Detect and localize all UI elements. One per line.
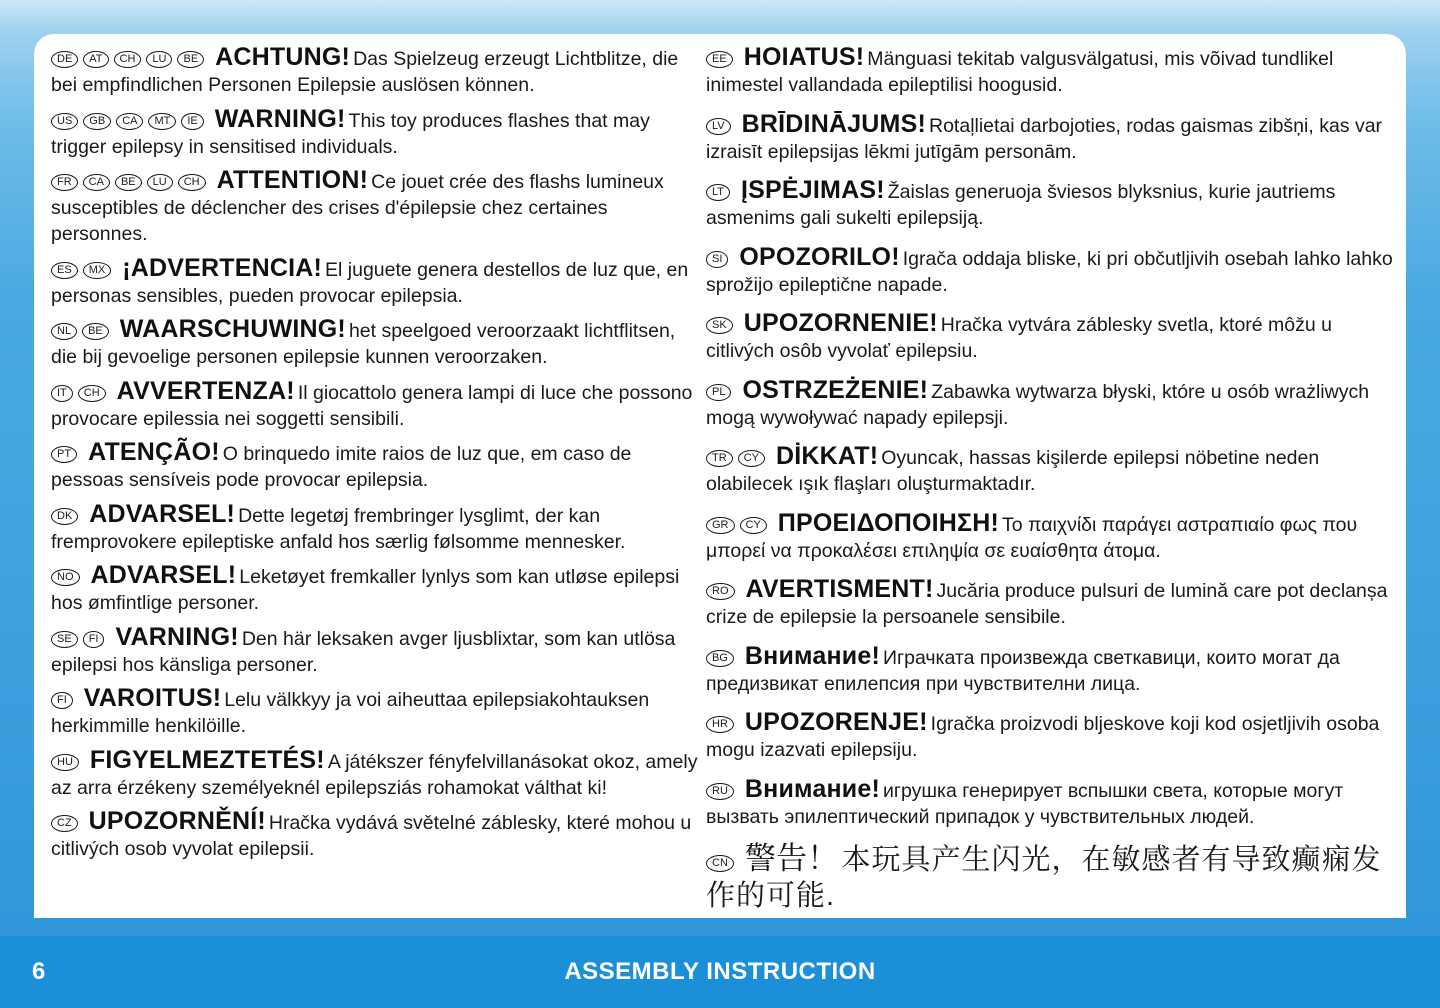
- left-column: [51, 44, 701, 870]
- country-code-badge: LV: [706, 118, 731, 135]
- warning-entry: [51, 316, 701, 370]
- warning-text: This toy produces flashes that may trigger epilepsy in sensitised individuals.: [51, 109, 650, 158]
- country-code-badge: SI: [706, 251, 728, 268]
- warning-entry: [706, 310, 1396, 364]
- warning-entry: [51, 44, 701, 98]
- warning-text: Das Spielzeug erzeugt Lichtblitze, die bei empfindlichen Personen Epilepsie auslösen können.: [51, 48, 679, 96]
- warning-heading: BRĪDINĀJUMS!: [741, 109, 926, 138]
- warning-entry: [51, 562, 701, 616]
- country-code-badge: NO: [51, 569, 80, 586]
- warning-heading: OSTRZEŻENIE!: [742, 375, 929, 404]
- country-code-badge: PL: [706, 384, 731, 401]
- footer-title: ASSEMBLY INSTRUCTION: [564, 958, 876, 985]
- warning-heading: ĮSPĖJIMAS!: [741, 176, 885, 204]
- country-code-badge: ES: [51, 262, 78, 279]
- country-code-badge: BE: [177, 51, 204, 68]
- warning-entry: [706, 510, 1396, 564]
- warning-heading: ACHTUNG!: [215, 43, 351, 71]
- warning-text: Mänguasi tekitab valgusvälgatusi, mis võivad tundlikel inimestel vallandada epileptilisi hoogusid.: [706, 48, 1334, 96]
- warning-entry: [706, 377, 1396, 431]
- country-code-badge: HR: [706, 716, 734, 733]
- country-code-badge: LT: [706, 184, 730, 201]
- country-code-badge: SE: [51, 631, 78, 648]
- country-code-badge: CH: [78, 385, 106, 402]
- warning-text: Zabawka wytwarza błyski, które u osób wrażliwych mogą wywoływać napady epilepsji.: [706, 380, 1370, 429]
- warning-heading: VARNING!: [115, 622, 239, 651]
- warning-text: Jucăria produce pulsuri de lumină care pot declanșa crize de epilepsie la persoanele sensibile.: [706, 580, 1388, 628]
- warning-entry: [706, 576, 1396, 630]
- warning-card: [34, 34, 1406, 918]
- warning-text: Rotaļlietai darbojoties, rodas gaismas zibšņi, kas var izraisīt epilepsijas lēkmi jutīgām personām.: [706, 114, 1383, 163]
- warning-heading: ADVARSEL!: [90, 561, 237, 589]
- warning-text: Играчката произвежда светкавици, които могат да предизвикат епилепсия при чувствителни лица.: [706, 646, 1340, 695]
- country-code-badge: RO: [706, 583, 735, 600]
- warning-entry: [706, 443, 1396, 497]
- warning-heading: AVVERTENZA!: [116, 376, 295, 405]
- warning-text: O brinquedo imite raios de luz que, em caso de pessoas sensíveis pode provocar epilepsia.: [51, 443, 632, 491]
- warning-entry: [51, 685, 701, 739]
- warning-text: Il giocattolo genera lampi di luce che possono provocare epilessia nei soggetti sensibili.: [51, 381, 693, 430]
- warning-entry: [706, 776, 1396, 830]
- warning-text: Igračka proizvodi bljeskove koji kod osjetljivih osoba mogu izazvati epilepsiju.: [706, 713, 1380, 761]
- country-code-badge: MT: [148, 113, 176, 130]
- country-code-badge: AT: [83, 51, 108, 68]
- warning-text: Leketøyet fremkaller lynlys som kan utløse epilepsi hos ømfintlige personer.: [51, 566, 680, 614]
- warning-heading: VAROITUS!: [83, 684, 222, 712]
- country-code-badge: MX: [83, 262, 112, 279]
- country-code-badge: CH: [114, 51, 142, 68]
- warning-text: Hračka vytvára záblesky svetla, ktoré môžu u citlivých osôb vyvolať epilepsiu.: [706, 314, 1332, 362]
- right-column: [706, 44, 1396, 927]
- warning-heading: ¡ADVERTENCIA!: [122, 253, 323, 282]
- warning-entry: [51, 255, 701, 309]
- warning-entry: [51, 439, 701, 493]
- warning-entry: [51, 501, 701, 555]
- country-code-badge: FR: [51, 174, 78, 191]
- warning-text: El juguete genera destellos de luz que, en personas sensibles, pueden provocar epilepsia.: [51, 258, 689, 307]
- warning-text: Žaislas generuoja šviesos blyksnius, kurie jautriems asmenims gali sukelti epilepsiją.: [706, 181, 1336, 229]
- warning-heading: 警告！: [744, 841, 839, 876]
- warning-entry: [706, 177, 1396, 231]
- warning-heading: Внимание!: [744, 774, 880, 803]
- country-code-badge: EE: [706, 51, 733, 68]
- country-code-badge: HU: [51, 754, 79, 771]
- warning-text: Το παιχνίδι παράγει αστραπιαίο φως που μπορεί να προκαλέσει επιληψία σε ευαίσθητα άτομα.: [706, 513, 1358, 562]
- country-code-badge: SK: [706, 317, 733, 334]
- warning-heading: UPOZORNENIE!: [743, 309, 938, 337]
- country-code-badge: BE: [82, 323, 109, 340]
- warning-text: Igrača oddaja bliske, ki pri občutljivih osebah lahko lahko sprožijo epileptične napade.: [706, 247, 1393, 296]
- country-code-badge: RU: [706, 783, 734, 800]
- country-code-badge: IE: [181, 113, 203, 130]
- warning-text: 本玩具产生闪光，在敏感者有导致癫痫发作的可能.: [706, 844, 1382, 912]
- country-code-badge: CZ: [51, 815, 78, 832]
- warning-entry: [706, 111, 1396, 165]
- warning-text: het speelgoed veroorzaakt lichtflitsen, die bij gevoelige personen epilepsie kunnen veroorzaken.: [51, 320, 676, 368]
- warning-heading: AVERTISMENT!: [745, 575, 934, 603]
- warning-heading: ΠΡΟΕΙΔΟΠΟΙΗΣΗ!: [777, 508, 1000, 537]
- warning-entry: [51, 106, 701, 160]
- warning-entry: [51, 624, 701, 678]
- warning-heading: FIGYELMEZTETÉS!: [89, 745, 325, 774]
- country-code-badge: CA: [83, 174, 110, 191]
- country-code-badge: IT: [51, 385, 73, 402]
- country-code-badge: CA: [116, 113, 143, 130]
- warning-heading: DİKKAT!: [775, 442, 879, 470]
- warning-entry: [706, 709, 1396, 763]
- page-number: 6: [32, 958, 46, 985]
- warning-heading: Внимание!: [744, 641, 880, 670]
- country-code-badge: TR: [706, 450, 733, 467]
- country-code-badge: BG: [706, 650, 734, 667]
- warning-entry: [51, 167, 701, 247]
- warning-entry: [706, 643, 1396, 697]
- warning-text: A játékszer fényfelvillanásokat okoz, amely az arra érzékeny személyeknél epilepsziás rohamokat válthat ki!: [51, 750, 698, 799]
- warning-entry: [51, 378, 701, 432]
- warning-entry: [706, 842, 1396, 914]
- warning-heading: UPOZORNĚNÍ!: [88, 807, 266, 835]
- warning-heading: ADVARSEL!: [89, 499, 236, 528]
- warning-entry: [706, 244, 1396, 298]
- country-code-badge: PT: [51, 446, 77, 463]
- warning-entry: [706, 44, 1396, 98]
- page-footer: [0, 936, 1440, 1008]
- country-code-badge: LU: [147, 174, 173, 191]
- warning-heading: OPOZORILO!: [739, 242, 900, 271]
- warning-text: Dette legetøj frembringer lysglimt, der kan fremprovokere epileptiske anfald hos særlig følsomme mennesker.: [51, 504, 626, 553]
- warning-entry: [51, 747, 701, 801]
- country-code-badge: DK: [51, 508, 78, 525]
- warning-entry: [51, 808, 701, 862]
- country-code-badge: US: [51, 113, 78, 130]
- warning-heading: ATENÇÃO!: [88, 438, 220, 466]
- country-code-badge: CY: [738, 450, 765, 467]
- country-code-badge: FI: [51, 692, 73, 709]
- country-code-badge: GB: [83, 113, 111, 130]
- country-code-badge: BE: [115, 174, 142, 191]
- country-code-badge: DE: [51, 51, 78, 68]
- warning-text: игрушка генерирует вспышки света, которые могут вызвать эпилептический припадок у чувствительных людей.: [706, 779, 1344, 828]
- country-code-badge: FI: [83, 631, 105, 648]
- country-code-badge: CN: [706, 855, 734, 872]
- warning-heading: ATTENTION!: [216, 166, 369, 194]
- warning-text: Hračka vydává světelné záblesky, které mohou u citlivých osob vyvolat epilepsii.: [51, 812, 692, 860]
- country-code-badge: GR: [706, 517, 735, 534]
- country-code-badge: CH: [178, 174, 206, 191]
- warning-text: Oyuncak, hassas kişilerde epilepsi nöbetine neden olabilecek ışık flaşları oluşturmaktadır.: [706, 447, 1320, 495]
- warning-heading: HOIATUS!: [743, 43, 865, 71]
- warning-text: Lelu välkkyy ja voi aiheuttaa epilepsiakohtauksen herkimmille henkilöille.: [51, 689, 650, 737]
- country-code-badge: CY: [740, 517, 767, 534]
- warning-heading: UPOZORENJE!: [744, 708, 928, 736]
- country-code-badge: LU: [146, 51, 172, 68]
- warning-heading: WAARSCHUWING!: [119, 315, 346, 343]
- country-code-badge: NL: [51, 323, 77, 340]
- warning-text: Ce jouet crée des flashs lumineux susceptibles de déclencher des crises d'épilepsie chez certaines personnes.: [51, 171, 664, 245]
- warning-heading: WARNING!: [214, 104, 346, 133]
- warning-text: Den här leksaken avger ljusblixtar, som kan utlösa epilepsi hos känsliga personer.: [51, 627, 676, 676]
